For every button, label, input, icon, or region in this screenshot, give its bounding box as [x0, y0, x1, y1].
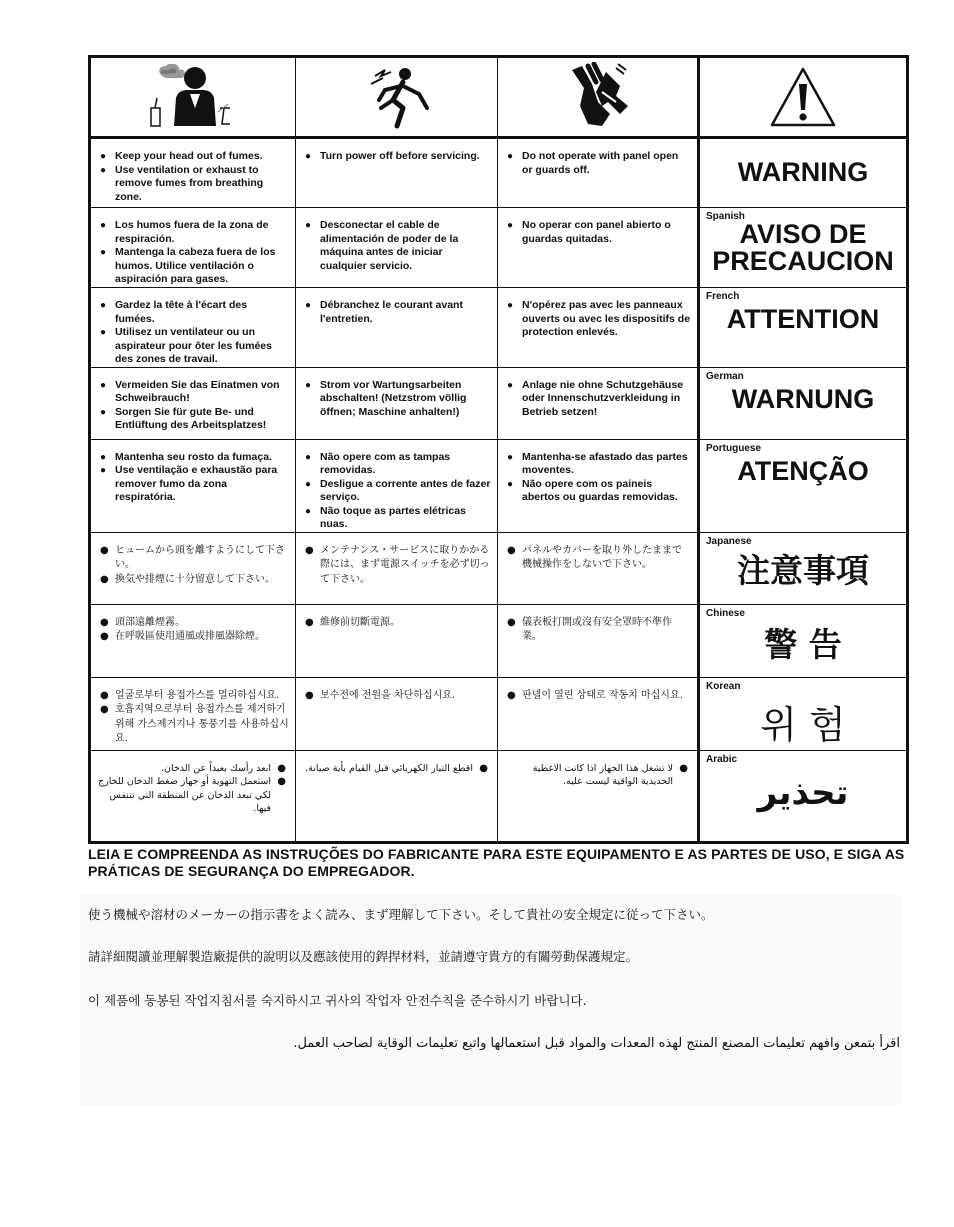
hazard-cell: [90, 138, 296, 208]
hazard-item: ● No operar con panel abierto o guardas quitadas.: [522, 219, 691, 246]
hazard-item: ● Use ventilação e exhaustão para remover fumo da zona respiratória.: [115, 464, 289, 505]
signal-cell: [699, 750, 908, 842]
hazard-cell: [498, 138, 699, 208]
warning-row: [90, 138, 908, 208]
hazard-item: ● Keep your head out of fumes.: [115, 150, 289, 164]
hazard-list: [296, 368, 497, 420]
hazard-cell: [498, 288, 699, 368]
hazard-list: [91, 440, 295, 505]
hazard-item: ● Use ventilation or exhaust to remove fumes from breathing zone.: [115, 164, 289, 205]
signal-cell: [699, 532, 908, 604]
hazard-cell: [498, 532, 699, 604]
signal-word: تحذير: [757, 772, 849, 813]
hazard-cell: [498, 604, 699, 677]
warning-row: [90, 750, 908, 842]
signal-cell: [699, 439, 908, 532]
hazard-list: [498, 605, 697, 645]
signal-word: WARNING: [737, 157, 869, 187]
hazard-cell: [90, 439, 296, 532]
signal-word: ATENÇÃO: [737, 455, 869, 486]
language-label: Arabic: [706, 753, 738, 765]
hazard-list: [498, 678, 697, 704]
hazard-list: [91, 208, 295, 287]
hazard-item: ● Desligue a corrente antes de fazer serviço.: [320, 478, 491, 505]
instruction-portuguese-text: LEIA E COMPREENDA AS INSTRUÇÕES DO FABRICANTE PARA ESTE EQUIPAMENTO E AS PARTES DE USO, E SIGA AS PRÁTICAS DE SEGURANÇA DO EMPREGADOR.: [88, 846, 905, 879]
hazard-cell: [296, 138, 498, 208]
language-label: Korean: [706, 680, 741, 692]
moving-parts-icon: [558, 62, 638, 132]
language-label: Japanese: [706, 535, 752, 547]
instruction-chinese: 請詳細閱讀並理解製造廠提供的說明以及應該使用的銲捍材料，並請遵守貴方的有關勞動保護規定。: [88, 949, 639, 964]
hazard-list: [498, 368, 697, 420]
hazard-item: ● Mantenha-se afastado das partes moventes.: [522, 451, 691, 478]
hazard-cell: [90, 367, 296, 439]
hazard-list: [91, 368, 295, 433]
language-label: German: [706, 370, 744, 382]
hazard-item: ● Turn power off before servicing.: [320, 150, 491, 164]
instruction-arabic: اقرأ بتمعن وافهم تعليمات المصنع المنتج لهذه المعدات والمواد قبل استعمالها واتبع تعليمات الوقاية لصاحب العمل.: [293, 1036, 900, 1051]
hazard-cell: [498, 677, 699, 750]
hazard-cell: [498, 367, 699, 439]
hazard-list: [296, 288, 497, 326]
icon-cell-fumes: [90, 57, 296, 138]
hazard-item: ● 儀表板打開或沒有安全罩時不準作業。: [522, 616, 691, 645]
hazard-item: ● ヒュームから頭を離すようにして下さい。: [115, 544, 289, 573]
hazard-item: ● Do not operate with panel open or guards off.: [522, 150, 691, 177]
hazard-list: [498, 208, 697, 246]
signal-cell: [699, 208, 908, 288]
hazard-list: [296, 440, 497, 532]
hazard-list: [296, 139, 497, 164]
signal-word: WARNUNG: [731, 383, 875, 414]
hazard-item: ● Não toque as partes elétricas nuas.: [320, 505, 491, 532]
hazard-list: [296, 678, 497, 704]
hazard-list: [296, 605, 497, 631]
hazard-item: ● استعمل التهوية أو جهاز ضغط الدخان للخارج لكي تبعد الدخان عن المنطقة التي تتنفس فيها.: [97, 775, 271, 816]
hazard-cell: [90, 532, 296, 604]
hazard-item: ● Sorgen Sie für gute Be- und Entlüftung des Arbeitsplatzes!: [115, 406, 289, 433]
hazard-item: ● اقطع التيار الكهربائي قبل القيام بأية صيانة.: [302, 762, 473, 776]
hazard-item: ● Não opere com os paineis abertos ou guardas removidas.: [522, 478, 691, 505]
warning-row: [90, 208, 908, 288]
language-label: Chinese: [706, 607, 745, 619]
warning-row: [90, 439, 908, 532]
hazard-cell: [296, 208, 498, 288]
hazard-item: ● メンテナンス・サービスに取りかかる際には、まず電源スイッチを必ず切って下さい。: [320, 544, 491, 588]
hazard-item: ● Anlage nie ohne Schutzgehäuse oder Innenschutzverkleidung in Betrieb setzen!: [522, 379, 691, 420]
language-label: French: [706, 291, 740, 302]
hazard-item: ● ابعد رأسك بعيداً عن الدخان.: [97, 762, 271, 776]
hazard-list: [91, 605, 295, 645]
hazard-list: [498, 751, 697, 789]
hazard-item: ● パネルやカバーを取り外したままで機械操作をしないで下さい。: [522, 544, 691, 573]
hazard-cell: [296, 750, 498, 842]
hazard-cell: [90, 750, 296, 842]
hazard-cell: [90, 208, 296, 288]
hazard-cell: [296, 367, 498, 439]
electric-shock-icon: [357, 64, 437, 130]
hazard-item: ● لا تشغل هذا الجهاز اذا كانت الاغطية الحديدية الواقية ليست عليه.: [504, 762, 673, 789]
hazard-cell: [296, 604, 498, 677]
hazard-item: ● Desconectar el cable de alimentación de poder de la máquina antes de iniciar cualquier servicio.: [320, 219, 491, 273]
instruction-korean: 이 제품에 동봉된 작업지침서를 숙지하시고 귀사의 작업자 안전수칙을 준수하시기 바랍니다.: [88, 993, 587, 1008]
icon-cell-warning: [699, 57, 908, 138]
hazard-item: ● 보수전에 전원을 차단하십시요.: [320, 689, 491, 704]
warning-triangle-icon: [769, 66, 837, 128]
signal-word: AVISO DE PRECAUCION: [712, 219, 894, 276]
signal-cell: [699, 138, 908, 208]
signal-cell: [699, 604, 908, 677]
hazard-item: ● 얼굴로부터 용접가스를 멀리하십시요.: [115, 689, 289, 704]
hazard-item: ● Los humos fuera de la zona de respiración.: [115, 219, 289, 246]
hazard-item: ● 頭部遠離煙霧。: [115, 616, 289, 631]
hazard-item: ● Strom vor Wartungsarbeiten abschalten! (Netzstrom völlig öffnen; Maschine anhalten!): [320, 379, 491, 420]
signal-word: ATTENTION: [726, 304, 880, 334]
hazard-list: [91, 751, 295, 816]
language-label: Spanish: [706, 211, 745, 222]
warning-row: [90, 604, 908, 677]
fumes-icon: [148, 64, 238, 130]
signal-cell: [699, 677, 908, 750]
hazard-cell: [90, 604, 296, 677]
hazard-item: ● Débranchez le courant avant l'entretien.: [320, 299, 491, 326]
hazard-cell: [296, 532, 498, 604]
hazard-item: ● 換気や排煙に十分留意して下さい。: [115, 573, 289, 588]
hazard-item: ● Gardez la tête à l'écart des fumées.: [115, 299, 289, 326]
instruction-japanese: 使う機械や溶材のメーカーの指示書をよく読み、まず理解して下さい。そして貴社の安全規定に従って下さい。: [88, 907, 714, 922]
hazard-cell: [90, 288, 296, 368]
hazard-list: [91, 288, 295, 367]
hazard-list: [498, 533, 697, 573]
hazard-cell: [498, 208, 699, 288]
signal-cell: [699, 288, 908, 368]
hazard-list: [498, 139, 697, 177]
hazard-cell: [296, 288, 498, 368]
hazard-item: ● Não opere com as tampas removidas.: [320, 451, 491, 478]
instructions-multilingual: [80, 895, 902, 1105]
signal-cell: [699, 367, 908, 439]
hazard-item: ● N'opérez pas avec les panneaux ouverts ou avec les dispositifs de protection enlevés.: [522, 299, 691, 340]
hazard-item: ● 在呼吸區使用通風或排風器除煙。: [115, 630, 289, 645]
instructions-portuguese: [88, 846, 908, 880]
hazard-list: [296, 533, 497, 588]
warning-row: [90, 288, 908, 368]
hazard-item: ● 판넬이 열린 상태로 작동치 마십시요.: [522, 689, 691, 704]
signal-word: 警 告: [764, 624, 842, 664]
warning-table: [88, 55, 909, 844]
icon-cell-shock: [296, 57, 498, 138]
hazard-cell: [498, 439, 699, 532]
warning-row: [90, 532, 908, 604]
hazard-cell: [296, 677, 498, 750]
hazard-item: ● 호흡지역으로부터 용접가스를 제거하기 위해 가스제거기나 통풍기를 사용하십시요.: [115, 703, 289, 747]
hazard-item: ● 維修前切斷電源。: [320, 616, 491, 631]
icon-cell-moving-parts: [498, 57, 699, 138]
signal-word: 위 험: [760, 702, 846, 747]
hazard-cell: [90, 677, 296, 750]
icon-row: [90, 57, 908, 138]
hazard-item: ● Mantenga la cabeza fuera de los humos. Utilice ventilación o aspiración para gases.: [115, 246, 289, 287]
hazard-item: ● Vermeiden Sie das Einatmen von Schweibrauch!: [115, 379, 289, 406]
hazard-cell: [498, 750, 699, 842]
hazard-list: [296, 751, 497, 776]
hazard-list: [91, 678, 295, 747]
hazard-list: [498, 440, 697, 505]
warning-row: [90, 367, 908, 439]
hazard-item: ● Utilisez un ventilateur ou un aspirateur pour ôter les fumées des zones de travail.: [115, 326, 289, 367]
warning-row: [90, 677, 908, 750]
hazard-item: ● Mantenha seu rosto da fumaça.: [115, 451, 289, 465]
hazard-list: [91, 533, 295, 588]
hazard-cell: [296, 439, 498, 532]
language-label: Portuguese: [706, 442, 762, 454]
hazard-list: [91, 139, 295, 204]
hazard-list: [498, 288, 697, 340]
hazard-list: [296, 208, 497, 273]
signal-word: 注意事項: [737, 550, 869, 590]
